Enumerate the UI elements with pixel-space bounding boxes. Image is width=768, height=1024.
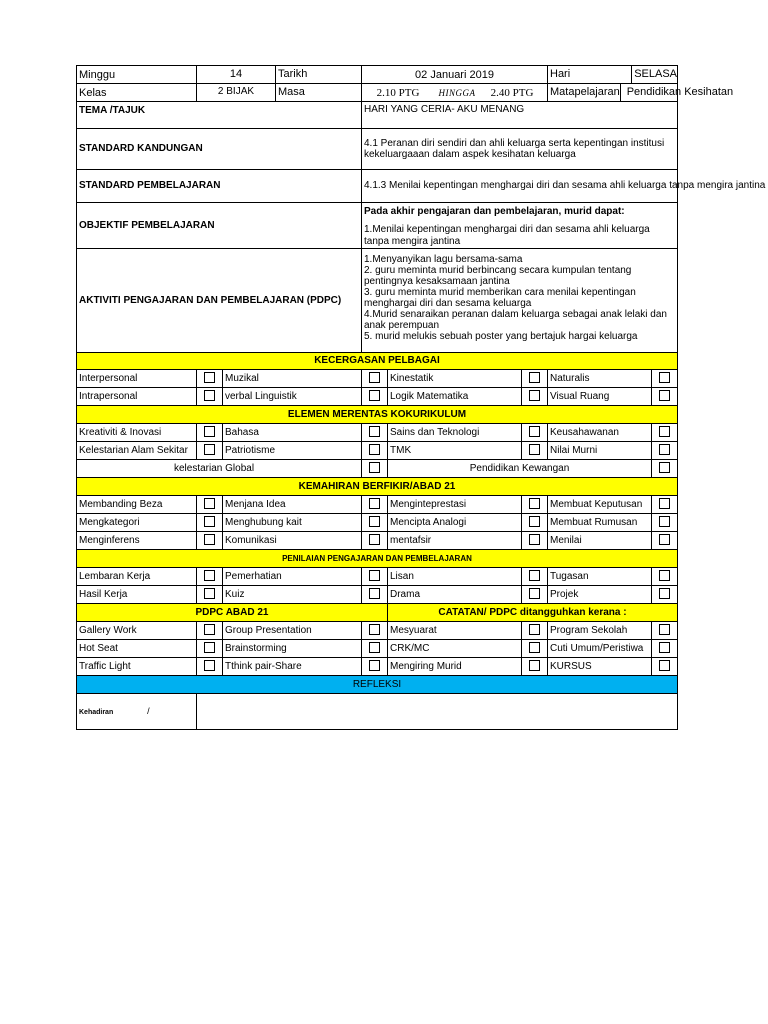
checkbox[interactable]: [529, 516, 540, 527]
option-label: Hot Seat: [77, 640, 197, 658]
checkbox[interactable]: [529, 570, 540, 581]
option-label: Bahasa: [223, 424, 362, 442]
checkbox[interactable]: [204, 534, 215, 545]
checkbox[interactable]: [659, 462, 670, 473]
option-label: Program Sekolah: [548, 622, 652, 640]
option-label: Brainstorming: [223, 640, 362, 658]
option-label: Kreativiti & Inovasi: [77, 424, 197, 442]
penilaian-row-2: [77, 586, 678, 604]
pdpc-row-2: [77, 640, 678, 658]
option-label: verbal Linguistik: [223, 388, 362, 406]
standard-pembelajaran-value: 4.1.3 Menilai kepentingan menghargai diri dan sesama ahli keluarga tanpa mengira jantina: [362, 170, 678, 203]
header-row-2: [77, 84, 678, 102]
option-label: Mengiring Murid: [388, 658, 522, 676]
penilaian-row-1: [77, 568, 678, 586]
option-label: Pemerhatian: [223, 568, 362, 586]
option-label: Gallery Work: [77, 622, 197, 640]
option-label: Tthink pair-Share: [223, 658, 362, 676]
subject-label: Matapelajaran: [548, 84, 621, 101]
option-label: Menghubung kait: [223, 514, 362, 532]
option-label: kelestarian Global: [77, 460, 362, 478]
aktiviti-item-3: 3. guru meminta murid memberikan cara menilai kepentingan menghargai diri dan sesama keluarga: [364, 287, 636, 309]
checkbox[interactable]: [659, 624, 670, 635]
tema-row: [77, 102, 678, 129]
standard-kandungan-value: 4.1 Peranan diri sendiri dan ahli keluarga serta kepentingan institusi kekeluargaaan dalam aspek kesihatan keluarga: [362, 129, 678, 170]
option-label: TMK: [388, 442, 522, 460]
option-label: Menjana Idea: [223, 496, 362, 514]
checkbox[interactable]: [659, 642, 670, 653]
refleksi-notes-field[interactable]: [197, 694, 678, 730]
checkbox[interactable]: [659, 444, 670, 455]
objektif-item: 1.Menilai kepentingan menghargai diri dan sesama ahli keluarga tanpa mengira jantina: [364, 224, 650, 247]
option-label: Menilai: [548, 532, 652, 550]
pdpc-header-row: [77, 604, 678, 622]
aktiviti-item-5: 5. murid melukis sebuah poster yang bertajuk hargai keluarga: [364, 331, 638, 342]
option-label: Komunikasi: [223, 532, 362, 550]
option-label: Keusahawanan: [548, 424, 652, 442]
kelas-value: 2 BIJAK: [197, 84, 276, 101]
option-label: Intrapersonal: [77, 388, 197, 406]
option-label: Lisan: [388, 568, 522, 586]
checkbox[interactable]: [369, 426, 380, 437]
checkbox[interactable]: [369, 624, 380, 635]
checkbox[interactable]: [529, 444, 540, 455]
option-label: Interpersonal: [77, 370, 197, 388]
minggu-value: 14: [197, 66, 276, 83]
kemahiran-row-1: [77, 496, 678, 514]
kecergasan-row-1: [77, 370, 678, 388]
option-label: Patriotisme: [223, 442, 362, 460]
kecergasan-row-2: [77, 388, 678, 406]
kemahiran-title: KEMAHIRAN BERFIKIR/ABAD 21: [77, 478, 678, 496]
pdpc-row-1: [77, 622, 678, 640]
masa-separator: HINGGA: [438, 87, 476, 98]
masa-end: 2.40 PTG: [490, 86, 534, 99]
checkbox[interactable]: [204, 570, 215, 581]
checkbox[interactable]: [204, 372, 215, 383]
option-label: Cuti Umum/Peristiwa: [548, 640, 652, 658]
option-label: Kelestarian Alam Sekitar: [77, 442, 197, 460]
lesson-plan-sheet: [76, 65, 766, 730]
checkbox[interactable]: [659, 534, 670, 545]
option-label: Muzikal: [223, 370, 362, 388]
checkbox[interactable]: [529, 498, 540, 509]
catatan-title: CATATAN/ PDPC ditangguhkan kerana :: [388, 604, 678, 622]
aktiviti-row: [77, 249, 678, 353]
kemahiran-row-3: [77, 532, 678, 550]
checkbox[interactable]: [529, 372, 540, 383]
standard-kandungan-label: STANDARD KANDUNGAN: [77, 129, 362, 170]
pdpc-row-3: [77, 658, 678, 676]
checkbox[interactable]: [204, 624, 215, 635]
aktiviti-item-1: 1.Menyanyikan lagu bersama-sama: [364, 254, 523, 265]
checkbox[interactable]: [529, 390, 540, 401]
minggu-label: Minggu: [77, 66, 197, 84]
objektif-intro: Pada akhir pengajaran dan pembelajaran, murid dapat:: [364, 206, 625, 217]
checkbox[interactable]: [369, 570, 380, 581]
option-label: Mengintepresta​si: [388, 496, 522, 514]
option-label: mentafsir: [388, 532, 522, 550]
pdpc-title: PDPC ABAD 21: [77, 604, 388, 622]
kemahiran-row-2: [77, 514, 678, 532]
option-label: Hasil Kerja: [77, 586, 197, 604]
kemahiran-header-row: [77, 478, 678, 496]
refleksi-header-row: [77, 676, 678, 694]
elemen-title: ELEMEN MERENTAS KOKURIKULUM: [77, 406, 678, 424]
aktiviti-item-4: 4.Murid senaraikan peranan dalam keluarga sebagai anak lelaki dan anak perempuan: [364, 309, 667, 331]
checkbox[interactable]: [369, 462, 380, 473]
checkbox[interactable]: [369, 498, 380, 509]
checkbox[interactable]: [204, 588, 215, 599]
masa-start: 2.10 PTG: [376, 86, 420, 99]
checkbox[interactable]: [204, 426, 215, 437]
standard-pembelajaran-label: STANDARD PEMBELAJARAN: [77, 170, 362, 203]
checkbox[interactable]: [369, 444, 380, 455]
option-label: Mengkategori: [77, 514, 197, 532]
checkbox[interactable]: [204, 498, 215, 509]
checkbox[interactable]: [659, 390, 670, 401]
option-label: Nilai Murni: [548, 442, 652, 460]
option-label: Kinestatik: [388, 370, 522, 388]
option-label: Membuat Rumusan: [548, 514, 652, 532]
checkbox[interactable]: [529, 534, 540, 545]
refleksi-row: [77, 694, 678, 730]
checkbox[interactable]: [659, 498, 670, 509]
penilaian-header-row: [77, 550, 678, 568]
elemen-row-2: [77, 442, 678, 460]
option-label: Logik Matematika: [388, 388, 522, 406]
masa-label: Masa: [278, 86, 305, 98]
checkbox[interactable]: [659, 660, 670, 671]
refleksi-title: REFLEKSI: [77, 676, 678, 694]
option-label: Lembaran Kerja: [77, 568, 197, 586]
checkbox[interactable]: [659, 426, 670, 437]
checkbox[interactable]: [369, 642, 380, 653]
checkbox[interactable]: [369, 660, 380, 671]
kecergasan-title: KECERGASAN PELBAGAI: [77, 353, 678, 370]
hari-label: Hari: [548, 66, 632, 83]
kehadiran-label: Kehadiran: [79, 708, 114, 716]
checkbox[interactable]: [369, 588, 380, 599]
elemen-row-1: [77, 424, 678, 442]
option-label: CRK/MC: [388, 640, 522, 658]
lesson-plan-table: [76, 65, 766, 730]
option-label: Traffic Light: [77, 658, 197, 676]
option-label: Visual Ruang: [548, 388, 652, 406]
checkbox[interactable]: [369, 516, 380, 527]
aktiviti-label: AKTIVITI PENGAJARAN DAN PEMBELAJARAN (PDPC): [77, 249, 362, 353]
tarikh-value: 02 Januari 2019: [362, 66, 548, 84]
option-label: Kuiz: [223, 586, 362, 604]
checkbox[interactable]: [659, 516, 670, 527]
option-label: Group Presentation: [223, 622, 362, 640]
standard-pembelajaran-row: [77, 170, 678, 203]
elemen-row-3: [77, 460, 678, 478]
elemen-header-row: [77, 406, 678, 424]
checkbox[interactable]: [369, 372, 380, 383]
checkbox[interactable]: [659, 588, 670, 599]
option-label: Tugasan: [548, 568, 652, 586]
checkbox[interactable]: [659, 570, 670, 581]
penilaian-title: PENILAIAN PENGAJARAN DAN PEMBELAJARAN: [77, 550, 678, 568]
checkbox[interactable]: [529, 642, 540, 653]
checkbox[interactable]: [204, 516, 215, 527]
objektif-row: [77, 203, 678, 249]
checkbox[interactable]: [204, 642, 215, 653]
tema-value: HARI YANG CERIA- AKU MENANG: [362, 102, 678, 129]
checkbox[interactable]: [529, 426, 540, 437]
kelas-label: Kelas: [77, 84, 197, 102]
checkbox[interactable]: [369, 534, 380, 545]
checkbox[interactable]: [529, 624, 540, 635]
option-label: Pendidikan Kewangan: [388, 460, 652, 478]
checkbox[interactable]: [204, 390, 215, 401]
option-label: Drama: [388, 586, 522, 604]
option-label: Mencipta Analogi: [388, 514, 522, 532]
kehadiran-separator: /: [147, 705, 150, 716]
standard-kandungan-row: [77, 129, 678, 170]
option-label: Projek: [548, 586, 652, 604]
option-label: Menginferens: [77, 532, 197, 550]
checkbox[interactable]: [529, 660, 540, 671]
header-row-1: [77, 66, 678, 84]
checkbox[interactable]: [369, 390, 380, 401]
tarikh-label: Tarikh: [278, 68, 308, 80]
checkbox[interactable]: [529, 588, 540, 599]
kecergasan-header-row: [77, 353, 678, 370]
option-label: Sains dan Teknologi: [388, 424, 522, 442]
option-label: Membanding Beza: [77, 496, 197, 514]
option-label: Mesyuarat: [388, 622, 522, 640]
checkbox[interactable]: [204, 444, 215, 455]
option-label: KURSUS: [548, 658, 652, 676]
subject-value: Pendidikan Kesihatan: [626, 86, 734, 98]
option-label: Membuat Keputusan: [548, 496, 652, 514]
checkbox[interactable]: [204, 660, 215, 671]
option-label: Naturalis: [548, 370, 652, 388]
objektif-label: OBJEKTIF PEMBELAJARAN: [77, 203, 362, 249]
tema-label: TEMA /TAJUK: [77, 102, 362, 129]
aktiviti-item-2: 2. guru meminta murid berbincang secara kumpulan tentang pentingnya kesaksamaan jantina: [364, 265, 632, 287]
hari-value: SELASA: [634, 68, 677, 80]
checkbox[interactable]: [659, 372, 670, 383]
